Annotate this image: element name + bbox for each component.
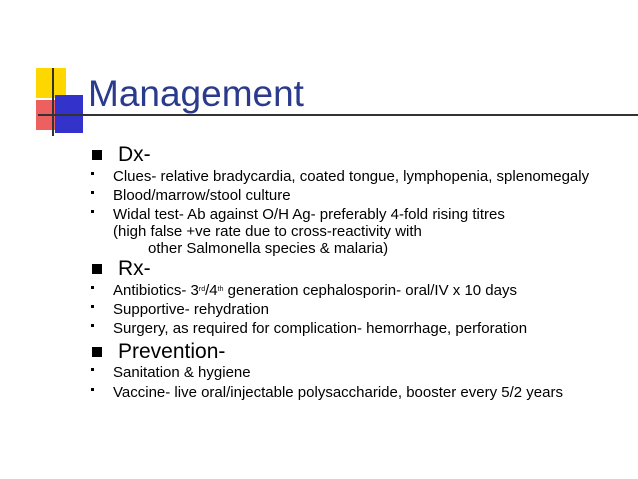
- square-bullet-icon: [92, 347, 102, 357]
- prevention-heading: Prevention-: [118, 340, 226, 363]
- list-item: Vaccine- live oral/injectable polysaccharide, booster every 5/2 years: [91, 384, 563, 401]
- list-item: Antibiotics- 3rd/4th generation cephalosporin- oral/IV x 10 days: [91, 282, 517, 299]
- prevention-heading-item: [92, 340, 225, 364]
- rx-heading-item: [92, 257, 151, 281]
- rx-heading: Rx-: [118, 257, 151, 280]
- list-item: Sanitation & hygiene: [91, 364, 251, 381]
- bullet-icon: [91, 388, 94, 391]
- decor-vertical-line: [52, 68, 54, 136]
- list-item: Supportive- rehydration: [91, 301, 269, 318]
- bullet-icon: [91, 324, 94, 327]
- list-item: Surgery, as required for complication- hemorrhage, perforation: [91, 320, 527, 337]
- bullet-icon: [91, 172, 94, 175]
- square-bullet-icon: [92, 150, 102, 160]
- list-item: Blood/marrow/stool culture: [91, 187, 291, 204]
- dx-heading: Dx-: [118, 143, 151, 166]
- list-item: Clues- relative bradycardia, coated tongue, lymphopenia, splenomegaly: [91, 168, 589, 185]
- list-item: Widal test- Ab against O/H Ag- preferably 4-fold rising titres (high false +ve rate due to cross-reactivity with other Salmonella species & malaria): [91, 206, 505, 257]
- slide-title: Management: [88, 73, 304, 114]
- bullet-icon: [91, 286, 94, 289]
- decor-yellow-square: [36, 68, 66, 98]
- bullet-icon: [91, 305, 94, 308]
- square-bullet-icon: [92, 264, 102, 274]
- bullet-icon: [91, 368, 94, 371]
- dx-heading-item: [92, 143, 151, 167]
- bullet-icon: [91, 191, 94, 194]
- bullet-icon: [91, 210, 94, 213]
